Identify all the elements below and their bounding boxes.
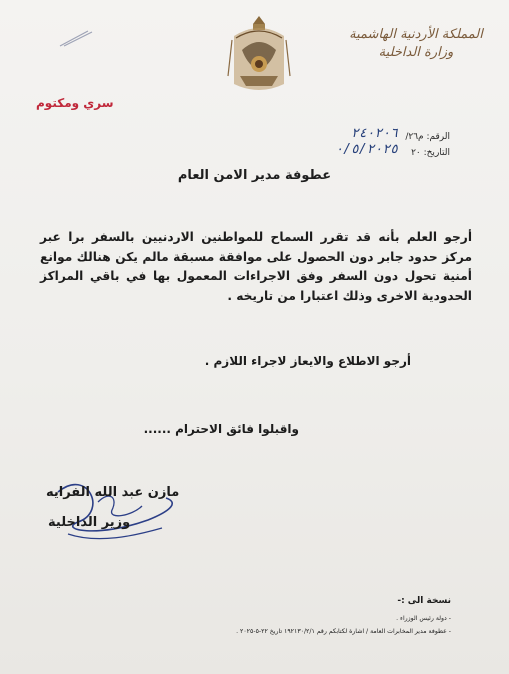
pen-stroke-mark [58, 28, 94, 48]
cc-title: نسخة الى :- [397, 596, 451, 606]
date-value: ٠/٥/٢٠٢٥ [335, 142, 398, 157]
reference-block [300, 126, 450, 162]
kingdom-name: المملكة الأردنية الهاشمية [349, 27, 483, 42]
signer-title: وزير الداخلية [48, 515, 131, 530]
ministry-name: وزارة الداخلية [378, 45, 454, 60]
date-label: التاريخ: ٢٠ [411, 148, 450, 158]
cc-item: - دولة رئيس الوزراء . [396, 615, 451, 622]
signer-name: مازن عبد الله الفرايه [46, 485, 180, 500]
classification-label: سري ومكتوم [36, 96, 114, 110]
cc-item: - عطوفة مدير المخابرات العامة / اشارة لكتابكم رقم ١٩٢١٣٠/٢/١ تاريخ ٢٢-٥-٢٠٢٥ . [236, 628, 451, 635]
signature-icon [38, 472, 188, 552]
recipient-heading: عطوفة مدير الامن العام [177, 168, 332, 183]
closing-line: واقبلوا فائق الاحترام ...... [143, 422, 299, 436]
coat-of-arms-icon [222, 6, 296, 96]
letter-body: أرجو العلم بأنه قد تقرر السماح للمواطنين الاردنيين بالسفر برا عبر مركز حدود جابر دون الحصول على موافقة مسبقة مالم يكن هنالك موانع أمنية تحول دون السفر وفق الاجراءات المعمول بها في باقي المراكز الحدودية الاخرى وذلك اعتبارا من تاريخه . [40, 230, 472, 303]
ministry-letterhead [341, 26, 491, 62]
carbon-copy-section [236, 596, 451, 638]
reference-number-label: الرقم: م٢٦/ [405, 132, 450, 142]
reference-number-value: ٢٤٠٢٠٦ [351, 126, 398, 141]
request-line: أرجو الاطلاع والايعاز لاجراء اللازم . [204, 354, 411, 368]
